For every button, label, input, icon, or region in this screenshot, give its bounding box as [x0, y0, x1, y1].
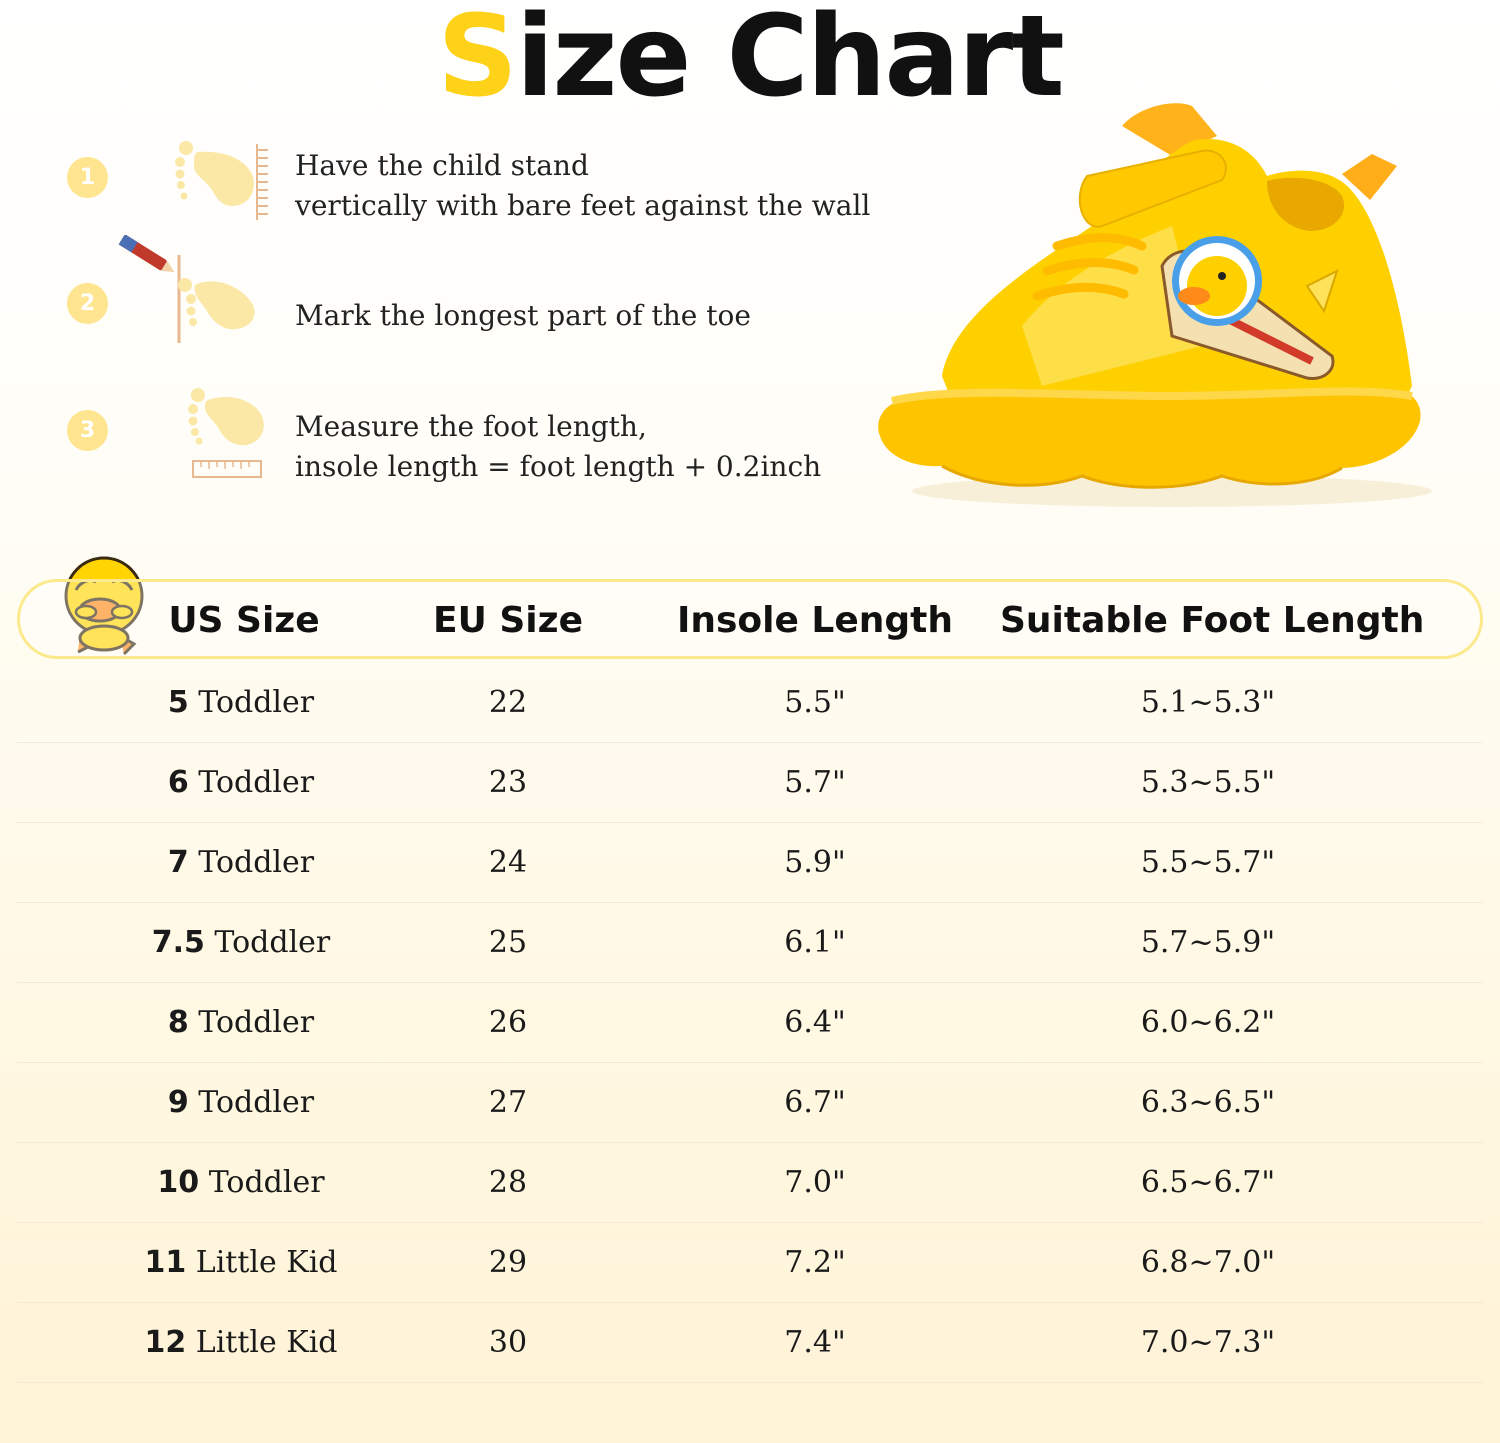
- column-header-suitable-foot-length: Suitable Foot Length: [1000, 600, 1425, 641]
- column-header-eu-size: EU Size: [433, 600, 583, 641]
- us-size-type: Toddler: [214, 925, 331, 960]
- table-row: [17, 1143, 1483, 1223]
- step-2: [0, 235, 880, 335]
- pencil-mark-toe-icon: [115, 235, 260, 345]
- step-number-badge: 1: [67, 157, 108, 198]
- step-number-badge: 2: [67, 283, 108, 324]
- us-size-cell: [121, 763, 361, 803]
- foot-length-cell: 6.8~7.0": [1140, 1245, 1276, 1280]
- eu-size-cell: 22: [488, 685, 528, 720]
- insole-length-cell: 7.0": [784, 1165, 846, 1200]
- step-3-line-1: Measure the foot length,: [295, 410, 647, 443]
- step-2-line-1: Mark the longest part of the toe: [295, 299, 751, 332]
- table-row: [17, 903, 1483, 983]
- eu-size-cell: 28: [488, 1165, 528, 1200]
- foot-length-cell: 5.1~5.3": [1140, 685, 1276, 720]
- us-size-cell: [121, 1003, 361, 1043]
- us-size-number: 10: [157, 1165, 200, 1200]
- eu-size-cell: 27: [488, 1085, 528, 1120]
- table-row: [17, 1223, 1483, 1303]
- foot-length-cell: 7.0~7.3": [1140, 1325, 1276, 1360]
- us-size-number: 5: [167, 685, 189, 720]
- us-size-number: 11: [144, 1245, 187, 1280]
- eu-size-cell: 26: [488, 1005, 528, 1040]
- us-size-number: 7: [167, 845, 189, 880]
- title-rest: ize Chart: [515, 0, 1063, 122]
- title-first-letter: S: [437, 0, 516, 122]
- us-size-type: Toddler: [198, 765, 315, 800]
- us-size-number: 9: [167, 1085, 189, 1120]
- column-header-insole-length: Insole Length: [676, 600, 954, 641]
- table-row: [17, 823, 1483, 903]
- us-size-cell: [121, 683, 361, 723]
- foot-length-cell: 6.5~6.7": [1140, 1165, 1276, 1200]
- insole-length-cell: 6.4": [784, 1005, 846, 1040]
- eu-size-cell: 25: [488, 925, 528, 960]
- eu-size-cell: 30: [488, 1325, 528, 1360]
- step-1: [0, 128, 880, 228]
- table-row: [17, 1063, 1483, 1143]
- us-size-number: 8: [167, 1005, 189, 1040]
- us-size-type: Toddler: [198, 845, 315, 880]
- foot-against-wall-icon: [172, 140, 272, 222]
- us-size-type: Little Kid: [195, 1245, 338, 1280]
- step-3: [0, 380, 880, 483]
- foot-length-cell: 6.0~6.2": [1140, 1005, 1276, 1040]
- insole-length-cell: 7.2": [784, 1245, 846, 1280]
- us-size-type: Little Kid: [195, 1325, 338, 1360]
- table-row: [17, 983, 1483, 1063]
- insole-length-cell: 5.7": [784, 765, 846, 800]
- table-row: [17, 743, 1483, 823]
- eu-size-cell: 24: [488, 845, 528, 880]
- step-1-line-1: Have the child stand: [295, 149, 589, 182]
- us-size-type: Toddler: [198, 1005, 315, 1040]
- foot-length-cell: 5.3~5.5": [1140, 765, 1276, 800]
- insole-length-cell: 5.9": [784, 845, 846, 880]
- us-size-number: 6: [167, 765, 189, 800]
- insole-length-cell: 6.7": [784, 1085, 846, 1120]
- insole-length-cell: 5.5": [784, 685, 846, 720]
- foot-length-cell: 5.7~5.9": [1140, 925, 1276, 960]
- us-size-cell: [121, 1083, 361, 1123]
- us-size-cell: [121, 923, 361, 963]
- us-size-type: Toddler: [208, 1165, 325, 1200]
- table-row: [17, 1303, 1483, 1383]
- us-size-type: Toddler: [198, 1085, 315, 1120]
- step-1-line-2: vertically with bare feet against the wall: [295, 189, 871, 222]
- foot-length-cell: 6.3~6.5": [1140, 1085, 1276, 1120]
- us-size-number: 12: [144, 1325, 187, 1360]
- us-size-cell: [121, 843, 361, 883]
- foot-length-cell: 5.5~5.7": [1140, 845, 1276, 880]
- yellow-sneaker-image: [872, 96, 1432, 516]
- foot-ruler-icon: [185, 385, 270, 485]
- us-size-type: Toddler: [198, 685, 315, 720]
- eu-size-cell: 29: [488, 1245, 528, 1280]
- insole-length-cell: 6.1": [784, 925, 846, 960]
- us-size-cell: [121, 1243, 361, 1283]
- step-number-badge: 3: [67, 410, 108, 451]
- us-size-number: 7.5: [151, 925, 205, 960]
- column-header-us-size: US Size: [168, 600, 320, 641]
- row-divider: [17, 1382, 1483, 1383]
- table-row: [17, 663, 1483, 743]
- insole-length-cell: 7.4": [784, 1325, 846, 1360]
- us-size-cell: [121, 1163, 361, 1203]
- us-size-cell: [121, 1323, 361, 1363]
- eu-size-cell: 23: [488, 765, 528, 800]
- step-3-line-2: insole length = foot length + 0.2inch: [295, 450, 822, 483]
